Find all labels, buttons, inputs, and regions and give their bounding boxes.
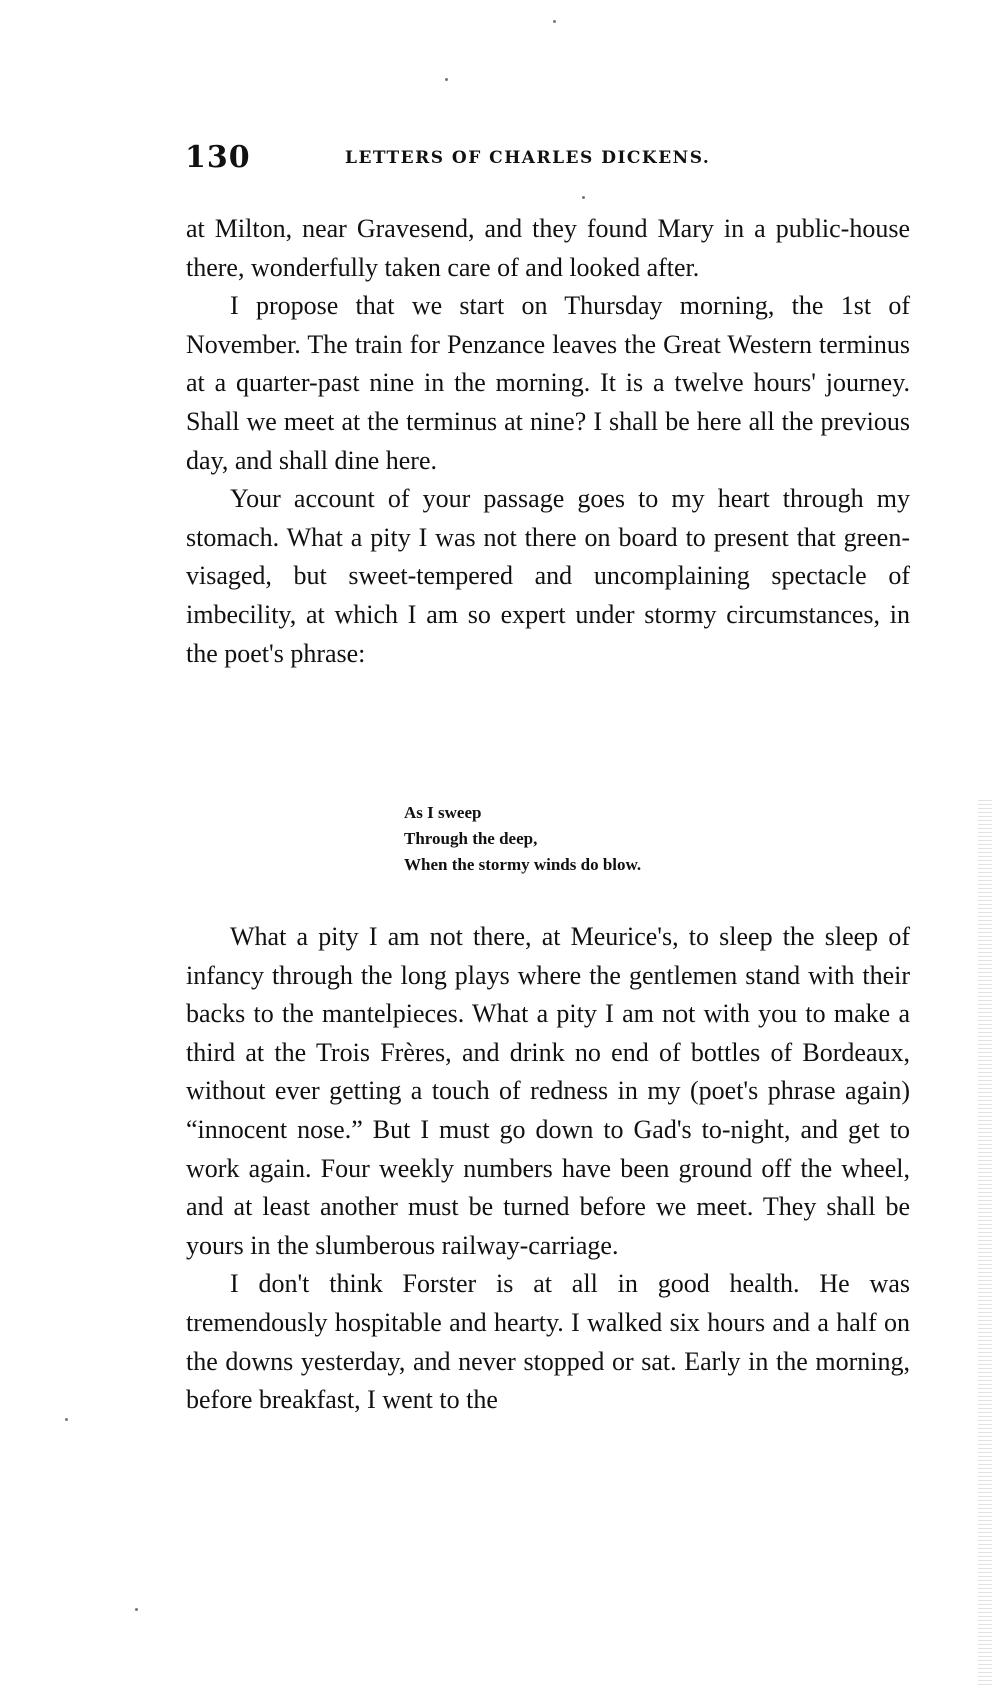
verse-quote [404, 800, 641, 878]
verse-line: As I sweep [404, 803, 482, 822]
page-header [185, 140, 905, 180]
verse-line: When the stormy winds do blow. [404, 855, 642, 874]
paragraph: Your account of your passage goes to my heart through my stomach. What a pity I was not there on board to present that green-visaged, but sweet-tempered and uncomplaining spectacle of imbecility, at which I am so expert under stormy circumstances, in the poet's phrase: [186, 484, 910, 668]
paragraph: at Milton, near Gravesend, and they found Mary in a public-house there, wonderfully taken care of and looked after. [186, 214, 910, 282]
paragraph: I propose that we start on Thursday morning, the 1st of November. The train for Penzance leaves the Great Western terminus at a quarter-past nine in the morning. It is a twelve hours' journey. Shall we meet at the terminus at nine? I shall be here all the previous day, and shall dine here. [186, 291, 910, 475]
dust-speck [65, 1418, 68, 1421]
dust-speck [135, 1608, 138, 1611]
running-head: LETTERS OF CHARLES DICKENS. [345, 148, 711, 168]
dust-speck [582, 196, 585, 199]
paragraph: I don't think Forster is at all in good health. He was tremendously hospitable and hearty. I walked six hours and a half on the downs yesterday, and never stopped or sat. Early in the morning, before breakfast, I went to the [186, 1269, 910, 1415]
page-edge-scan-artifact [978, 800, 992, 1685]
dust-speck [445, 78, 448, 81]
verse-line: Through the deep, [404, 829, 538, 848]
paragraph: What a pity I am not there, at Meurice's, to sleep the sleep of infancy through the long plays where the gentlemen stand with their backs to the mantelpieces. What a pity I am not with you to make a third at the Trois Frères, and drink no end of bottles of Bordeaux, without ever getting a touch of redness in my (poet's phrase again) “innocent nose.” But I must go down to Gad's to-night, and get to work again. Four weekly numbers have been ground off the wheel, and at least another must be turned before we meet. They shall be yours in the slumberous railway-carriage. [186, 922, 910, 1260]
body-text-upper [186, 210, 910, 673]
body-text-lower [186, 918, 910, 1420]
page-number: 130 [185, 140, 251, 175]
dust-speck [553, 20, 556, 23]
